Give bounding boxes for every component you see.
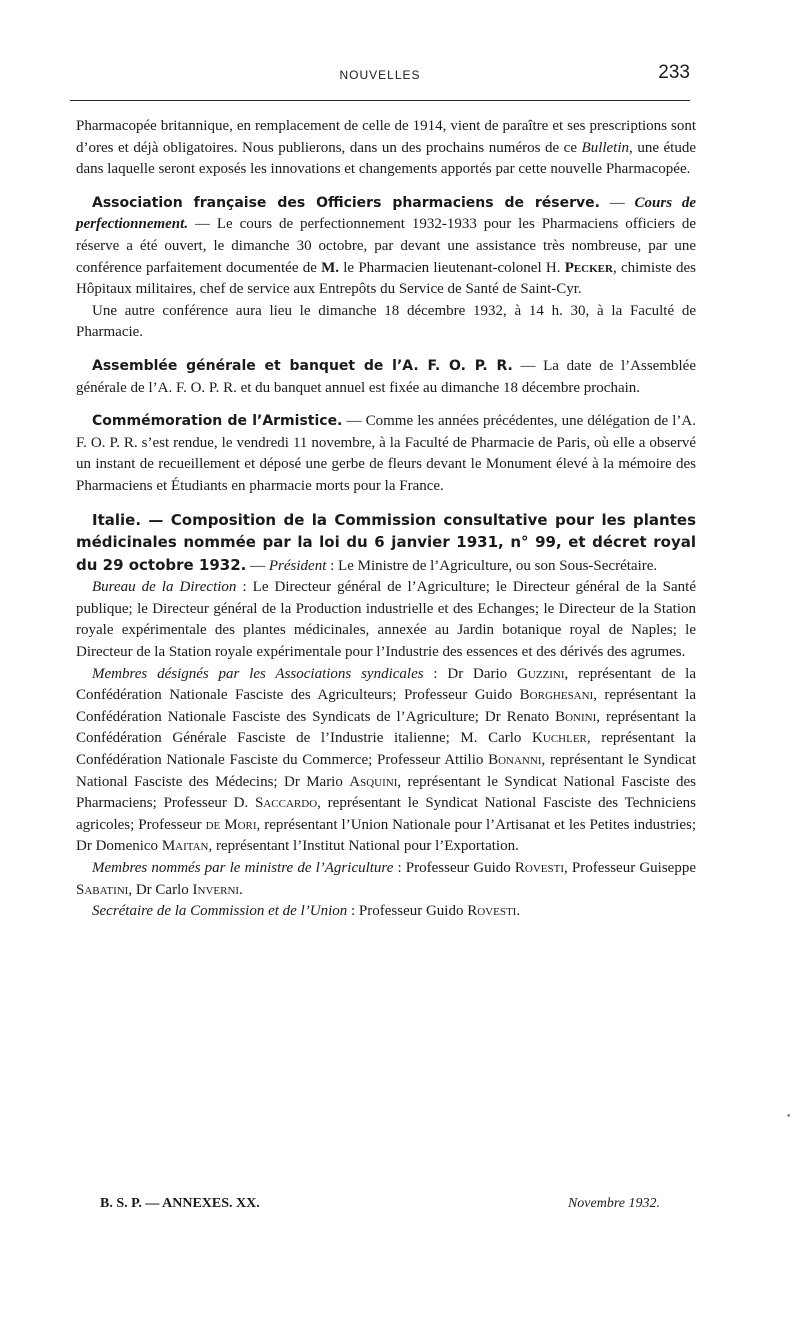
text: , représentant la Confédération Nationale Fasciste du Commerce; Professeur Attilio <box>76 730 696 769</box>
running-head: NOUVELLES <box>339 68 421 82</box>
section-subheading: Cours de perfectionnement. <box>76 194 697 233</box>
person-name: Bonanni <box>488 752 542 769</box>
label-president: Président <box>268 557 327 574</box>
text: . <box>239 881 243 898</box>
text: . <box>516 903 521 920</box>
article-body <box>76 116 696 923</box>
label-membres-designes: Membres désignés par les Associations syndicales <box>92 665 424 682</box>
section-italie <box>76 510 696 578</box>
person-name: Rovesti <box>514 860 564 876</box>
text: , une étude dans laquelle seront exposés les innovations et changements apportés par cette nouvelle Pharmacopée. <box>76 139 696 178</box>
paragraph-conference: Une autre conférence aura lieu le dimanche 18 décembre 1932, à 14 h. 30, à la Faculté de Pharmacie. <box>76 302 696 341</box>
text: : Le Ministre de l’Agriculture, ou son Sous-Secrétaire. <box>326 557 658 574</box>
section-armistice <box>76 411 696 497</box>
label-bureau: Bureau de la Direction <box>92 579 237 596</box>
section-heading: Italie. — Composition de la Commission consultative pour les plantes médicinales nommée par la loi du 6 janvier 1931, n° 99, et décret royal du 29 octobre 1932. <box>76 510 696 574</box>
text: — La date de l’Assemblée générale de l’A. F. O. P. R. et du banquet annuel est fixée au dimanche 18 décembre prochain. <box>76 357 696 396</box>
label-secretaire: Secrétaire de la Commission et de l’Union <box>92 903 348 920</box>
text: : Professeur Guido <box>347 903 468 920</box>
person-name: Bonini <box>555 708 597 725</box>
text: , représentant le Syndicat National Fasciste des Médecins; Dr Mario <box>76 752 696 790</box>
header-rule <box>70 100 690 101</box>
person-name: Kuchler <box>532 730 587 747</box>
section-heading: Assemblée générale et banquet de l’A. F. O. P. R. <box>92 357 513 374</box>
text: , représentant l’Union Nationale pour l’Artisanat et les Petites industries; Dr Domenico <box>76 816 696 855</box>
person-name: Borghesani <box>519 687 594 704</box>
person-name: Pecker <box>564 259 613 276</box>
text: , représentant l’Institut National pour l’Exportation. <box>208 838 519 855</box>
text: , représentant de la Confédération Nationale Fasciste des Agriculteurs; Professeur Guido <box>76 665 697 704</box>
text: Pharmacopée britannique, en remplacement de celle de 1914, vient de paraître et ses prescriptions sont d’ores et déjà obligatoires. Nous publierons, dans un des prochains numéros de ce <box>76 118 696 156</box>
section-assemblee <box>76 356 696 399</box>
section-heading: Association française des Officiers pharmaciens de réserve. <box>92 194 600 211</box>
label-membres-nommes: Membres nommés par le ministre de l’Agriculture <box>92 860 394 876</box>
person-name: Rovesti <box>467 903 517 920</box>
text: , Professeur Guiseppe <box>564 860 696 876</box>
text: — Comme les années précédentes, une délégation de l’A. F. O. P. R. s’est rendue, le vendredi 11 novembre, à la Faculté de Pharmacie de Paris, où elle a observé un instant de recueillement et déposé une gerbe de fleurs devant le Monument élevé à la mémoire des Pharmaciens et Étudiants en pharmacie morts pour la France. <box>76 413 696 494</box>
text: , représentant le Syndicat National Fasciste des Techniciens agricoles; Professeur <box>76 795 696 833</box>
page-header <box>70 62 690 92</box>
text: , Dr Carlo <box>128 881 193 898</box>
text: , représentant le Syndicat National Fasciste des Pharmaciens; Professeur D. <box>76 773 696 812</box>
person-name: Guzzini <box>517 665 565 682</box>
bulletin-title: Bulletin <box>581 139 630 156</box>
text: : Dr Dario <box>423 665 518 682</box>
text: : Professeur Guido <box>393 860 515 876</box>
text: le Pharmacien lieutenant-colonel H. <box>339 259 565 276</box>
paragraph-membres-designes <box>76 664 696 858</box>
person-name: Inverni <box>192 881 240 898</box>
person-name: Asquini <box>349 773 398 790</box>
paragraph-membres-nommes <box>76 858 696 901</box>
person-name: Sabatini <box>76 881 129 898</box>
person-name: de Mori <box>205 816 257 833</box>
text: — Le cours de perfectionnement 1932-1933 pour les Pharmaciens officiers de réserve a été ouvert, le dimanche 30 octobre, par devant une assistance très nombreuse, par une conférence parfaitement documentée de <box>76 216 696 276</box>
person-name: Maitan <box>161 838 209 855</box>
text: — <box>246 557 269 574</box>
text: , chimiste des Hôpitaux militaires, chef de service aux Entrepôts du Service de Santé de Saint-Cyr. <box>76 259 696 298</box>
paragraph-secretaire <box>76 901 696 923</box>
text: , représentant la Confédération Générale Fasciste de l’Industrie italienne; M. Carlo <box>76 708 696 747</box>
footer-date: Novembre 1932. <box>567 1196 660 1211</box>
text: : Le Directeur général de l’Agriculture; le Directeur général de la Santé publique; le Directeur général de la Production industrielle et des Echanges; le Directeur de la Station royale expérimentale des plantes médicinales, annexée au Jardin botanique royal de Naples; le Directeur de la Station royale expérimentale pour l’Industrie des essences et des dérivés des agrumes. <box>76 579 696 661</box>
section-heading: Commémoration de l’Armistice. <box>92 413 343 430</box>
page-number: 233 <box>658 62 690 83</box>
section-association <box>76 193 696 301</box>
text: — <box>599 194 635 211</box>
margin-mark: • <box>786 1112 792 1122</box>
text: , représentant la Confédération Nationale Fasciste des Syndicats de l’Agriculture; Dr Renato <box>76 687 696 725</box>
person-name: Saccardo <box>255 795 318 812</box>
text: M. <box>321 259 340 276</box>
paragraph-pharmacopee <box>76 116 696 181</box>
paragraph-bureau <box>76 577 696 663</box>
footer-journal-ref: B. S. P. — ANNEXES. XX. <box>100 1196 260 1211</box>
